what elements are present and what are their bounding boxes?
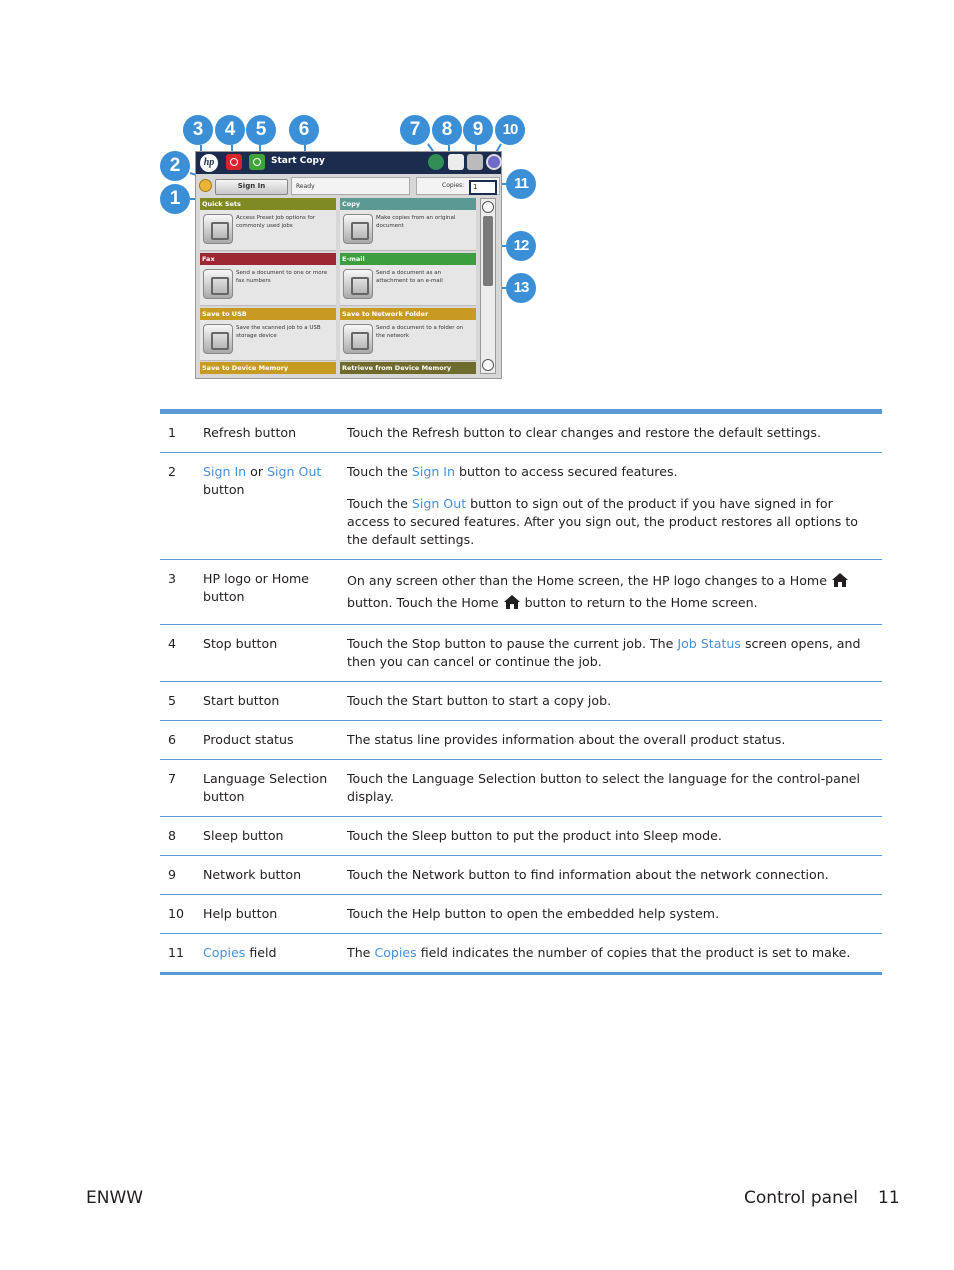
- row-description: Touch the Network button to find information about the network connection.: [347, 867, 829, 882]
- desc-text: The: [347, 945, 375, 960]
- table-row: [160, 560, 882, 625]
- row-description: Touch the Refresh button to clear changes and restore the default settings.: [347, 425, 821, 440]
- status-bar: [196, 176, 501, 196]
- row-item: [203, 453, 347, 559]
- copies-field[interactable]: [416, 177, 500, 195]
- footer-section-title: Control panel: [744, 1188, 859, 1208]
- desc-text: screen opens, and then you can cancel or continue the job.: [347, 636, 861, 669]
- row-number: 11: [168, 945, 185, 960]
- tile-description: Save the scanned job to a USB storage device: [236, 325, 321, 339]
- callout-3: 3: [183, 115, 213, 145]
- callout-12: 12: [506, 231, 536, 261]
- screen-header-bar: [196, 152, 501, 174]
- tile-title: Save to Network Folder: [340, 308, 476, 320]
- tile-description: Send a document to one or more fax numbers: [236, 270, 328, 284]
- callout-4: 4: [215, 115, 245, 145]
- callout-11: 11: [506, 169, 536, 199]
- job-status-link[interactable]: Job Status: [677, 636, 741, 651]
- desc-text: button to return to the Home screen.: [520, 595, 758, 610]
- copies-link[interactable]: Copies: [203, 945, 246, 960]
- quick-sets-icon: [203, 214, 233, 244]
- desc-text: Touch the Stop button to pause the current job. The: [347, 636, 678, 651]
- row-number: 2: [168, 464, 177, 479]
- tile-save-to-network-folder[interactable]: [340, 308, 476, 361]
- feature-tile-grid: [200, 198, 476, 374]
- copies-input[interactable]: 1: [469, 180, 497, 195]
- row-item: Refresh button: [203, 425, 297, 440]
- row-number: 3: [168, 571, 177, 586]
- row-item: Sleep button: [203, 828, 284, 843]
- callout-7: 7: [400, 115, 430, 145]
- item-text: button: [203, 482, 245, 497]
- screen-title: Start Copy: [271, 156, 325, 166]
- hp-logo-icon[interactable]: hp: [200, 154, 218, 172]
- desc-text: On any screen other than the Home screen, the HP logo changes to a Home: [347, 573, 831, 588]
- desc-text: Touch the: [347, 464, 412, 479]
- tile-title: Quick Sets: [200, 198, 336, 210]
- row-item: Start button: [203, 693, 280, 708]
- row-number: 9: [168, 867, 177, 882]
- start-icon[interactable]: [249, 154, 265, 170]
- fax-icon: [203, 269, 233, 299]
- email-icon: [343, 269, 373, 299]
- row-number: 5: [168, 693, 177, 708]
- item-text: field: [245, 945, 277, 960]
- row-description: The status line provides information about the overall product status.: [347, 732, 786, 747]
- sleep-icon[interactable]: [448, 154, 464, 170]
- home-icon: [831, 572, 849, 588]
- table-row: [160, 453, 882, 560]
- table-row: [160, 895, 882, 934]
- row-number: 8: [168, 828, 177, 843]
- tile-title: Save to USB: [200, 308, 336, 320]
- touchscreen-display: [195, 151, 502, 379]
- tile-description: Make copies from an original document: [376, 215, 456, 229]
- table-row: [160, 682, 882, 721]
- callout-1: 1: [160, 184, 190, 214]
- tile-retrieve-from-device-memory[interactable]: [340, 362, 476, 374]
- table-row: [160, 414, 882, 453]
- callout-8: 8: [432, 115, 462, 145]
- row-number: 10: [168, 906, 185, 921]
- footer-page-number: 11: [878, 1188, 900, 1208]
- row-description: Touch the Language Selection button to select the language for the control-panel display.: [347, 771, 861, 804]
- table-row: [160, 760, 882, 817]
- table-row: [160, 856, 882, 895]
- network-icon[interactable]: [467, 154, 483, 170]
- tile-email[interactable]: [340, 253, 476, 306]
- desc-text: button to sign out of the product if you have signed in for access to secured features. After you sign out, the product restores all options to the default settings.: [347, 496, 858, 547]
- row-item: Help button: [203, 906, 278, 921]
- callout-2: 2: [160, 151, 190, 181]
- tile-description: Send a document to a folder on the network: [376, 325, 464, 339]
- desc-text: button. Touch the Home: [347, 595, 503, 610]
- table-row: [160, 721, 882, 760]
- row-description: [347, 934, 882, 972]
- footer-doc-code: ENWW: [86, 1188, 144, 1208]
- desc-text: button to access secured features.: [455, 464, 678, 479]
- refresh-icon[interactable]: [199, 179, 212, 192]
- row-description: Touch the Sleep button to put the product into Sleep mode.: [347, 828, 722, 843]
- tile-title: E-mail: [340, 253, 476, 265]
- row-item: [203, 934, 347, 972]
- sign-in-link[interactable]: Sign In: [411, 464, 455, 479]
- item-text: or: [246, 464, 268, 479]
- table-row: [160, 625, 882, 682]
- row-description: Touch the Start button to start a copy job.: [347, 693, 612, 708]
- scroll-up-icon[interactable]: [482, 201, 494, 213]
- row-description: [347, 625, 882, 681]
- tile-description: Send a document as an attachment to an e-mail: [376, 270, 443, 284]
- row-number: 6: [168, 732, 177, 747]
- scroll-down-icon[interactable]: [482, 359, 494, 371]
- folder-icon: [343, 324, 373, 354]
- scrollbar[interactable]: [480, 198, 496, 374]
- callout-13: 13: [506, 273, 536, 303]
- home-icon: [503, 594, 521, 610]
- row-item: Network button: [203, 867, 302, 882]
- row-description: [347, 560, 882, 624]
- row-item: HP logo or Home button: [203, 571, 310, 604]
- tile-description: Access Preset job options for commonly used jobs: [236, 215, 316, 229]
- sign-in-button[interactable]: Sign In: [215, 179, 288, 195]
- tile-quick-sets[interactable]: [200, 198, 336, 251]
- tile-title: Copy: [340, 198, 476, 210]
- callout-6: 6: [289, 115, 319, 145]
- sign-out-link[interactable]: Sign Out: [411, 496, 467, 511]
- row-description: [347, 453, 882, 559]
- row-item: Product status: [203, 732, 294, 747]
- row-item: Language Selection button: [203, 771, 328, 804]
- desc-text: field indicates the number of copies that the product is set to make.: [416, 945, 851, 960]
- usb-icon: [203, 324, 233, 354]
- tile-fax[interactable]: [200, 253, 336, 306]
- copies-link[interactable]: Copies: [374, 945, 417, 960]
- stop-icon[interactable]: [226, 154, 242, 170]
- tile-save-to-usb[interactable]: [200, 308, 336, 361]
- copies-label: Copies:: [442, 182, 465, 189]
- sign-in-link[interactable]: Sign In: [203, 464, 247, 479]
- row-description: Touch the Help button to open the embedded help system.: [347, 906, 720, 921]
- row-number: 1: [168, 425, 177, 440]
- tile-save-to-device-memory[interactable]: [200, 362, 336, 374]
- callout-5: 5: [246, 115, 276, 145]
- language-icon[interactable]: [428, 154, 444, 170]
- control-panel-figure: [155, 110, 545, 385]
- callout-10: 10: [495, 115, 525, 145]
- control-panel-table: [160, 409, 882, 975]
- desc-text: Touch the: [347, 496, 412, 511]
- tile-title: Save to Device Memory: [200, 362, 336, 374]
- tile-title: Retrieve from Device Memory: [340, 362, 476, 374]
- tile-title: Fax: [200, 253, 336, 265]
- table-row: [160, 934, 882, 972]
- table-row: [160, 817, 882, 856]
- callout-9: 9: [463, 115, 493, 145]
- row-number: 4: [168, 636, 177, 651]
- copy-icon: [343, 214, 373, 244]
- product-status: Ready: [291, 177, 410, 195]
- tile-copy[interactable]: [340, 198, 476, 251]
- scroll-thumb[interactable]: [483, 216, 493, 286]
- help-icon[interactable]: [486, 154, 502, 170]
- row-number: 7: [168, 771, 177, 786]
- row-item: Stop button: [203, 636, 278, 651]
- sign-out-link[interactable]: Sign Out: [267, 464, 322, 479]
